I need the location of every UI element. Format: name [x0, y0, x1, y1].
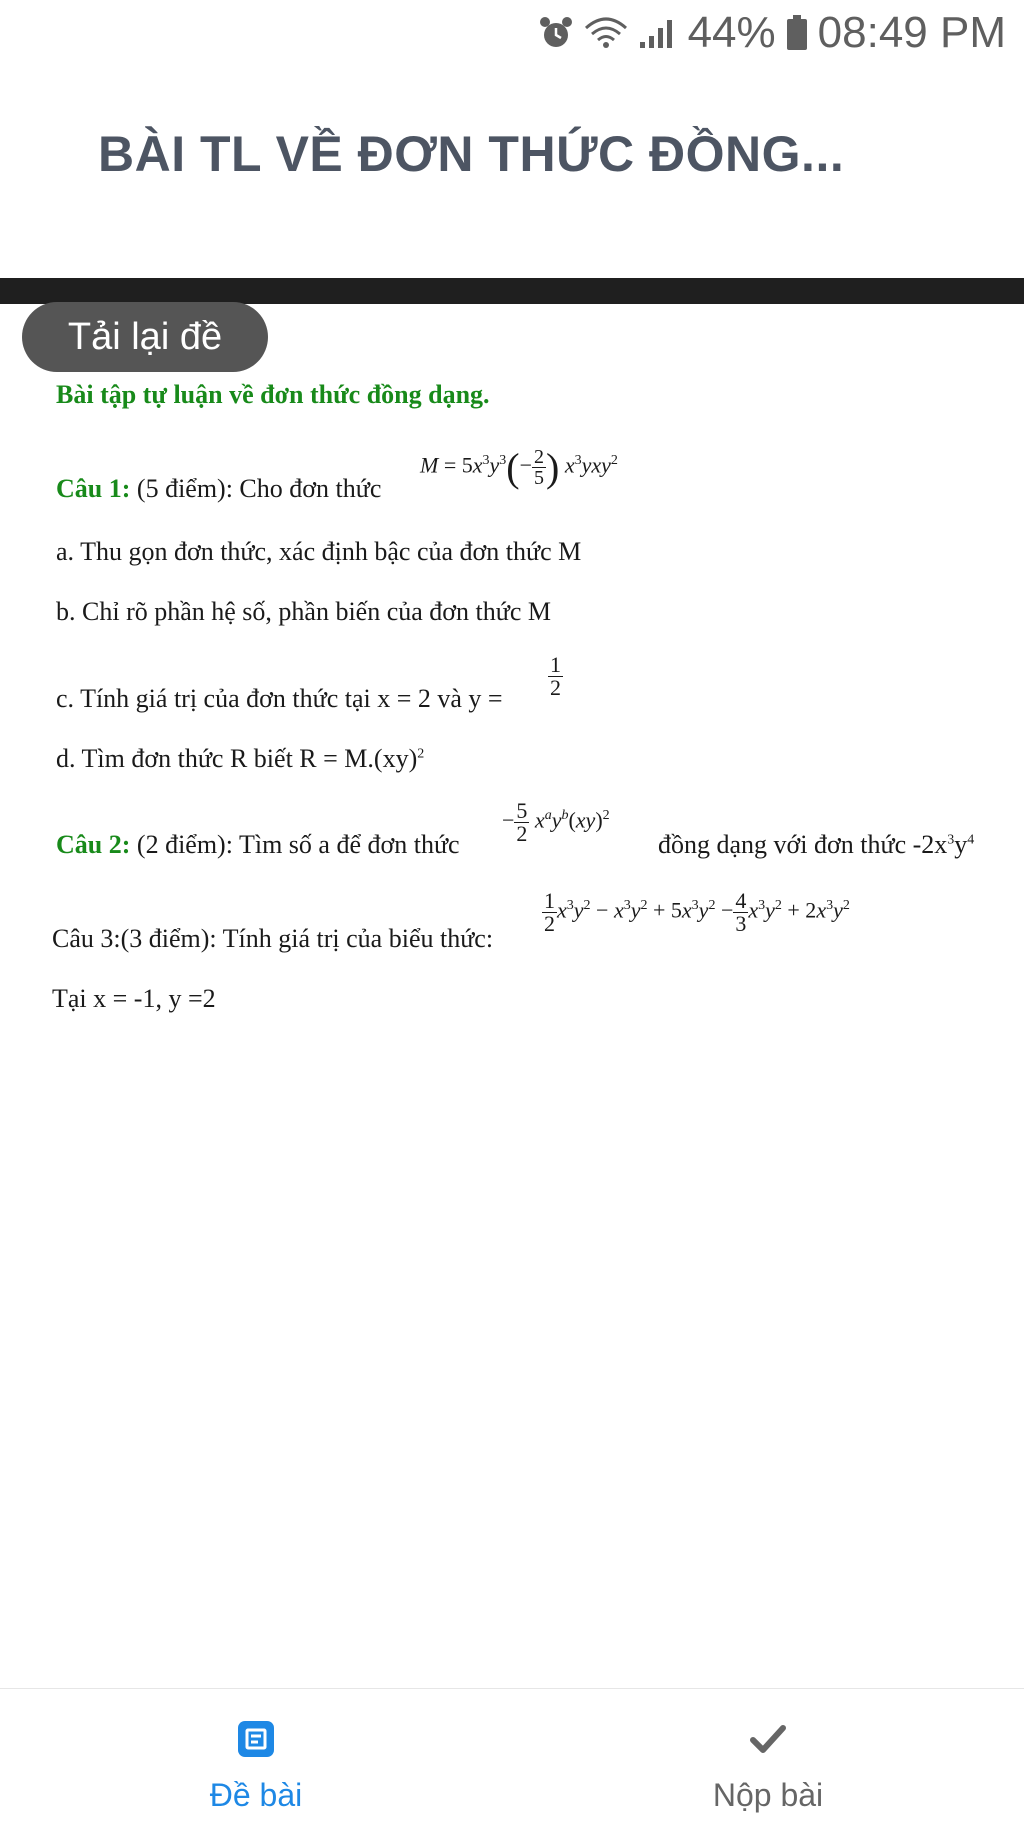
battery-percent: 44%	[687, 8, 776, 57]
nav-tab-exam-label: Đề bài	[209, 1777, 303, 1813]
question-1-line	[56, 474, 381, 504]
fraction-one-half: $\frac{1}{2}$	[550, 652, 561, 700]
signal-icon	[638, 16, 678, 50]
nav-tab-submit-label: Nộp bài	[712, 1777, 824, 1813]
wifi-icon	[584, 16, 628, 50]
question-1b: b. Chỉ rõ phần hệ số, phần biến của đơn thức M	[56, 597, 552, 626]
alarm-icon	[538, 15, 574, 51]
question-2-exp-x: 3	[947, 832, 955, 848]
question-1d-exponent: 2	[417, 746, 425, 762]
question-3-at-values: Tại x = -1, y =2	[52, 984, 216, 1013]
question-2-line	[56, 830, 460, 860]
question-2-formula: − $\frac{5}{2}$ $x^ay^b(xy)^2$	[502, 798, 610, 846]
question-2-exp-y: 4	[967, 832, 975, 848]
status-bar	[0, 0, 1024, 66]
battery-icon	[786, 15, 808, 51]
question-2-text-after	[658, 830, 974, 860]
question-3-expression: $\frac{1}{2}$ $x^3y^2 - x^3y^2 + 5x^3y^2$ − $\frac{4}{3}$ $x^3y^2 + 2x^3y^2$	[544, 888, 850, 936]
nav-tab-exam[interactable]	[0, 1689, 512, 1821]
header-divider-bar	[0, 278, 1024, 304]
monomial-M-formula: $M = 5x^3y^3(-$ $\frac{2}{5}$ ) $x^3yxy^2$	[420, 445, 618, 490]
question-2-var-y: y	[954, 830, 968, 859]
document-heading: Bài tập tự luận về đơn thức đồng dạng.	[56, 380, 490, 409]
clock: 08:49 PM	[817, 8, 1006, 57]
bottom-navigation	[0, 1688, 1024, 1821]
question-3-text: Câu 3:(3 điểm): Tính giá trị của biểu thức:	[52, 924, 494, 953]
formula-eq: = 5	[443, 452, 473, 478]
question-1d-text: d. Tìm đơn thức R biết R = M.(xy)	[56, 744, 418, 773]
checkmark-icon	[748, 1719, 788, 1759]
document-icon	[236, 1719, 276, 1759]
reload-exam-button[interactable]: Tải lại đề	[22, 302, 268, 372]
question-1-label: Câu 1:	[56, 474, 131, 503]
status-icons	[538, 8, 1006, 58]
question-2-label: Câu 2:	[56, 830, 131, 859]
question-1-text: (5 điểm): Cho đơn thức	[136, 474, 382, 503]
question-1d	[56, 744, 424, 774]
question-1c: c. Tính giá trị của đơn thức tại x = 2 và y =	[56, 684, 503, 713]
question-1a: a. Thu gọn đơn thức, xác định bậc của đơn thức M	[56, 537, 582, 566]
question-2-compare-text: đồng dạng với đơn thức -2x	[658, 830, 948, 859]
question-2-text: (2 điểm): Tìm số a để đơn thức	[136, 830, 460, 859]
formula-var-M: M	[420, 452, 439, 478]
nav-tab-submit[interactable]	[512, 1689, 1024, 1821]
page-title: BÀI TL VỀ ĐƠN THỨC ĐỒNG...	[98, 126, 845, 182]
